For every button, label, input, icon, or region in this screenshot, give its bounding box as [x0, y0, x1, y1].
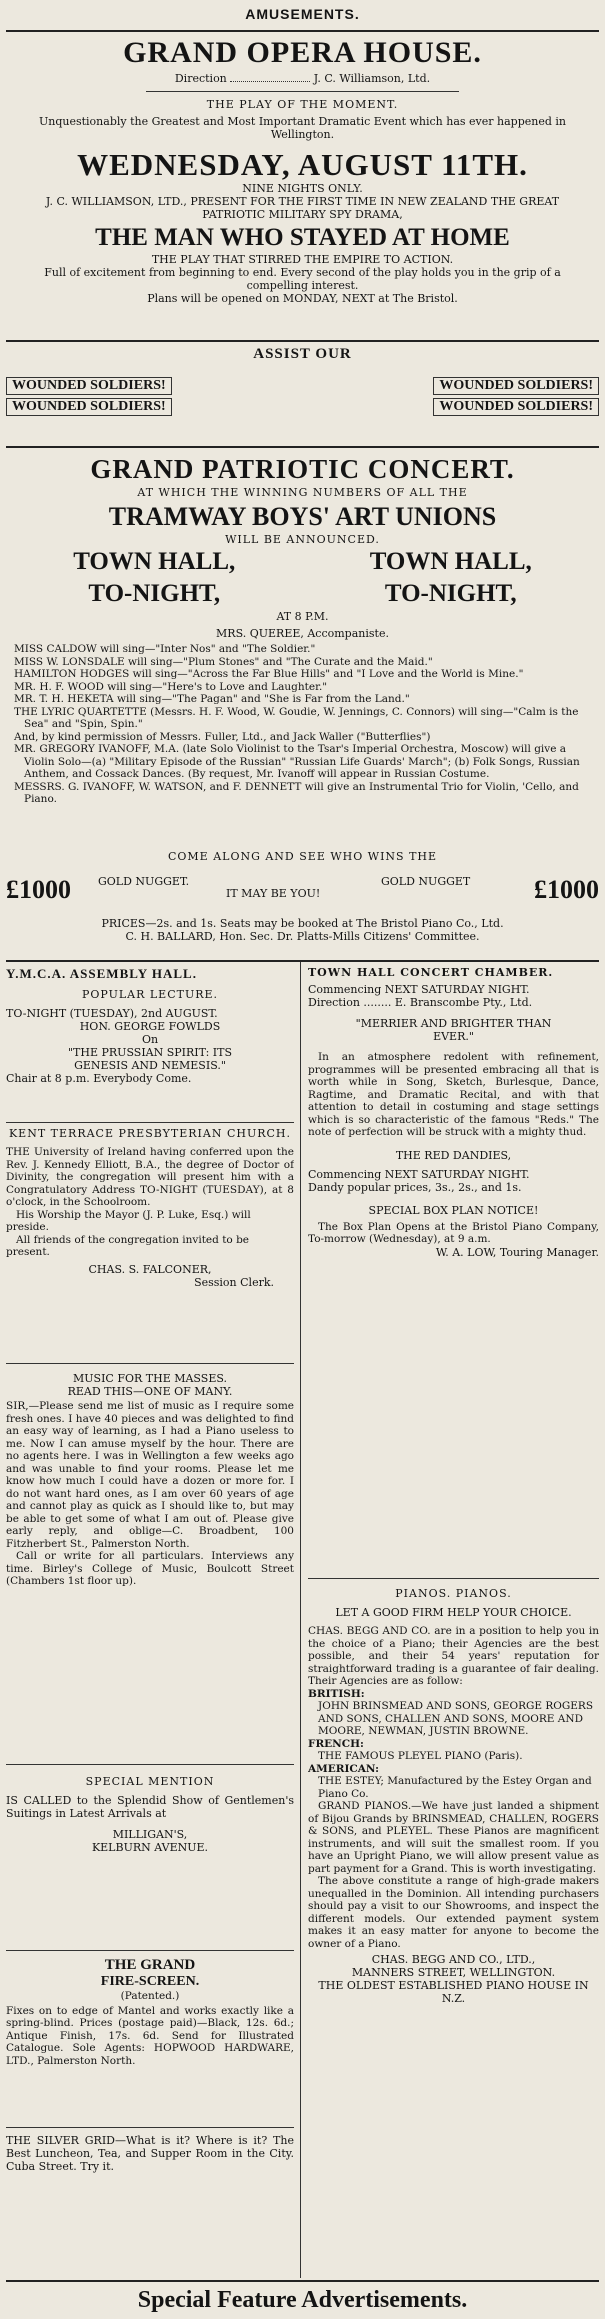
red-dandies: THE RED DANDIES,	[395, 1148, 512, 1162]
kent-body: THE University of Ireland having conferred upon the Rev. J. Kennedy Elliott, B.A., the degree of Doctor of Divinity, the congregation will present him with a Congratulatory Address TO-NIGHT (TUESDAY), at 8 o'clock, in the Schoolroom.	[6, 1146, 294, 1208]
silver-grid-body: THE SILVER GRID—What is it? Where is it? The Best Luncheon, Tea, and Supper Room in the City. Cuba Street. Try it.	[6, 2134, 294, 2173]
ymca-hon: HON. GEORGE FOWLDS	[79, 1020, 221, 1033]
pianos-french: FRENCH:	[308, 1737, 364, 1750]
assist-ad	[6, 346, 599, 446]
concert-announced: WILL BE ANNOUNCED.	[225, 533, 380, 546]
pianos-british-makers: JOHN BRINSMEAD AND SONS, GEORGE ROGERS AND SONS, CHALLEN AND SONS, MOORE AND MOORE, NEWMAN, JUSTIN BROWNE.	[318, 1700, 594, 1737]
ws-right-1: WOUNDED SOLDIERS!	[433, 377, 599, 395]
pianos-title: PIANOS. PIANOS.	[395, 1587, 512, 1600]
may-be-you: IT MAY BE YOU!	[226, 887, 321, 900]
rule-bottom	[6, 2280, 599, 2282]
pianos-french-makers: THE FAMOUS PLEYEL PIANO (Paris).	[318, 1750, 523, 1762]
opera-house-ad	[6, 36, 599, 336]
right-column	[308, 966, 599, 2278]
concert-prices: PRICES—2s. and 1s. Seats may be booked at The Bristol Piano Co., Ltd.	[101, 917, 504, 930]
special-mention-ad	[6, 1765, 294, 1950]
gold-nugget-1: GOLD NUGGET.	[98, 875, 190, 888]
section-header	[0, 0, 605, 30]
cast-item: THE LYRIC QUARTETTE (Messrs. H. F. Wood, W. Goudie, W. Jennings, C. Connors) will sing—"Calm is the Sea" and "Spin, Spin."	[14, 705, 579, 730]
fire-screen-body: Fixes on to edge of Mantel and works exactly like a spring-blind. Prices (postage paid)—Black, 12s. 6d.; Antique Finish, 17s. 6d. Send for Illustrated Catalogue. Sole Agents: HOPWOOD HARDWARE, LTD., Palmerston North.	[6, 2004, 294, 2067]
cast-item: MESSRS. G. IVANOFF, W. WATSON, and F. DENNETT will give an Instrumental Trio for Violin, 'Cello, and Piano.	[14, 780, 579, 805]
pianos-above: The above constitute a range of high-grade makers unequalled in the Dominion. All intending purchasers should pay a visit to our Showrooms, and inspect the different models. Our extended payment system makes it an easy matter for anyone to become the owner of a Piano.	[308, 1875, 599, 1950]
play-of-moment: THE PLAY OF THE MOMENT.	[206, 98, 399, 111]
ws-left-2: WOUNDED SOLDIERS!	[6, 398, 172, 416]
pianos-american: AMERICAN:	[308, 1762, 380, 1775]
footer-title: Special Feature Advertisements.	[137, 2287, 468, 2313]
header-rule	[6, 30, 599, 32]
chamber-commencing: Commencing NEXT SATURDAY NIGHT.	[308, 983, 530, 996]
unquestionably-text: Unquestionably the Greatest and Most Important Dramatic Event which has ever happened in Wellington.	[38, 115, 566, 141]
gold-amount-right: £1000	[534, 875, 599, 904]
ymca-ad	[6, 966, 294, 1122]
kent-clerk: Session Clerk.	[194, 1275, 274, 1289]
ymca-subject-2: GENESIS AND NEMESIS."	[74, 1059, 226, 1072]
assist-title: ASSIST OUR	[253, 346, 352, 362]
ymca-tonight: TO-NIGHT (TUESDAY), 2nd AUGUST.	[6, 1007, 218, 1020]
ymca-chair: Chair at 8 p.m. Everybody Come.	[6, 1072, 192, 1085]
silver-grid-ad	[6, 2128, 294, 2173]
ymca-popular: POPULAR LECTURE.	[81, 988, 219, 1001]
pianos-british: BRITISH:	[308, 1687, 365, 1700]
concert-title: GRAND PATRIOTIC CONCERT.	[90, 454, 515, 484]
pianos-firm: CHAS. BEGG AND CO., LTD.,	[371, 1953, 536, 1966]
box-plan-notice: SPECIAL BOX PLAN NOTICE!	[368, 1203, 539, 1217]
kent-title: KENT TERRACE PRESBYTERIAN CHURCH.	[8, 1127, 292, 1140]
music-call: Call or write for all particulars. Interviews any time. Birley's College of Music, Boulcott Street (Chambers 1st floor up).	[6, 1550, 294, 1587]
stirred-empire: THE PLAY THAT STIRRED THE EMPIRE TO ACTION.	[151, 253, 454, 266]
cast-list	[6, 643, 599, 806]
cast-item: MISS CALDOW will sing—"Inter Nos" and "The Soldier."	[14, 643, 316, 655]
cast-item: MR. H. F. WOOD will sing—"Here's to Love and Laughter."	[14, 680, 328, 693]
town-hall-2: TOWN HALL,	[369, 548, 532, 575]
ws-left-1: WOUNDED SOLDIERS!	[6, 377, 172, 395]
nine-nights: NINE NIGHTS ONLY.	[242, 182, 363, 195]
ymca-on: On	[141, 1033, 159, 1046]
direction-value: J. C. Williamson, Ltd.	[313, 72, 431, 85]
chamber-merrier: "MERRIER AND BRIGHTER THAN EVER."	[355, 1017, 552, 1043]
opening-date: WEDNESDAY, AUGUST 11TH.	[77, 147, 528, 182]
pianos-grand: GRAND PIANOS.—We have just landed a shipment of Bijou Grands by BRINSMEAD, CHALLEN, ROGERS & SONS, and PLEYEL. These Pianos are magnificent instruments, and will suit the smallest room. If you have an Upright Piano, we will allow present value as part payment for a Grand. This is worth investigating.	[308, 1800, 599, 1875]
accompaniste: MRS. QUEREE, Accompaniste.	[216, 627, 389, 640]
chamber-commencing-2: Commencing NEXT SATURDAY NIGHT.	[308, 1167, 530, 1181]
amusements-heading: AMUSEMENTS.	[245, 6, 360, 22]
gold-nugget-row	[6, 867, 599, 911]
concert-ad	[6, 452, 599, 847]
opera-title: GRAND OPERA HOUSE.	[123, 36, 482, 69]
ws-right-2: WOUNDED SOLDIERS!	[433, 398, 599, 416]
cast-item: MR. T. H. HEKETA will sing—"The Pagan" and "She is Far from the Land."	[14, 693, 410, 705]
cast-item: And, by kind permission of Messrs. Fuller, Ltd., and Jack Waller ("Butterflies")	[14, 730, 431, 743]
ymca-subject-1: "THE PRUSSIAN SPIRIT: ITS	[67, 1046, 233, 1059]
chamber-title: TOWN HALL CONCERT CHAMBER.	[308, 966, 554, 979]
music-title-2: READ THIS—ONE OF MANY.	[67, 1385, 233, 1398]
town-hall-1: TOWN HALL,	[73, 548, 236, 575]
fire-screen-patented: (Patented.)	[120, 1990, 180, 2002]
cast-item: MISS W. LONSDALE will sing—"Plum Stones" and "The Curate and the Maid."	[14, 655, 433, 668]
music-title-1: MUSIC FOR THE MASSES.	[73, 1372, 227, 1385]
kent-mayor: His Worship the Mayor (J. P. Luke, Esq.) will preside.	[6, 1208, 251, 1233]
williamson-present: J. C. WILLIAMSON, LTD., PRESENT FOR THE FIRST TIME IN NEW ZEALAND THE GREAT PATRIOTIC MILITARY SPY DRAMA,	[45, 195, 560, 221]
ymca-title: Y.M.C.A. ASSEMBLY HALL.	[6, 966, 197, 981]
pianos-let: LET A GOOD FIRM HELP YOUR CHOICE.	[335, 1606, 572, 1619]
milligan-name: MILLIGAN'S,	[112, 1828, 188, 1841]
music-body: SIR,—Please send me list of music as I require some fresh ones. I have 40 pieces and was delighted to find an easy way of learning, as I had a Piano useless to me. Now I can amuse myself by the hour. There are no agents here. I was in Wellington a few weeks ago and was unable to find your rooms. Please let me know how much I could have a dozen or more for. I do not want hard ones, as I am over 60 years of age and cannot play as quick as I should like to, but may be able to get some of what I am out of. Please give early reply, and oblige—C. Broadbent, 100 Fitzherbert St., Palmerston North.	[6, 1400, 294, 1550]
tramway-title: TRAMWAY BOYS' ART UNIONS	[108, 502, 497, 531]
concert-winning: AT WHICH THE WINNING NUMBERS OF ALL THE	[137, 486, 468, 499]
special-mention-title: SPECIAL MENTION	[85, 1775, 215, 1788]
left-column	[6, 966, 294, 2278]
cast-item: MR. GREGORY IVANOFF, M.A. (late Solo Violinist to the Tsar's Imperial Orchestra, Moscow) will give a Violin Solo—(a) "Military Episode of the Russian" "Russian Life Guards' March"; (b) Folk Songs, Russian Anthem, and Cossack Dances. (By request, Mr. Ivanoff will appear in Russian Costume.	[14, 743, 580, 780]
pianos-street: MANNERS STREET, WELLINGTON.	[351, 1966, 556, 1979]
chamber-direction: Direction ........ E. Branscombe Pty., Ltd.	[308, 996, 533, 1009]
town-hall-row	[6, 546, 599, 578]
rule-2	[6, 446, 599, 448]
gold-nugget-2: GOLD NUGGET	[381, 875, 471, 888]
ws-right	[306, 374, 599, 416]
rule-3	[6, 960, 599, 962]
box-plan-body: The Box Plan Opens at the Bristol Piano Company, To-morrow (Wednesday), at 9 a.m.	[308, 1220, 599, 1245]
tonight-2: TO-NIGHT,	[384, 580, 517, 607]
gold-nugget-block	[6, 850, 599, 960]
concert-time: AT 8 P.M.	[276, 610, 329, 623]
pianos-oldest: THE OLDEST ESTABLISHED PIANO HOUSE IN N.Z.	[318, 1979, 589, 2005]
tonight-1: TO-NIGHT,	[88, 580, 221, 607]
music-ad	[6, 1364, 294, 1764]
fire-screen-line-1: THE GRAND	[104, 1957, 196, 1973]
cast-item: HAMILTON HODGES will sing—"Across the Far Blue Hills" and "I Love and the World is Mine."	[14, 668, 524, 680]
fire-screen-ad	[6, 1951, 294, 2127]
rule-1	[6, 340, 599, 342]
come-along: COME ALONG AND SEE WHO WINS THE	[167, 850, 438, 863]
pianos-american-makers: THE ESTEY; Manufactured by the Estey Organ and Piano Co.	[318, 1775, 592, 1800]
pianos-body: CHAS. BEGG AND CO. are in a position to help you in the choice of a Piano; their Agencies are the best possible, and their 54 years' reputation for straightforward trading is a guarantee of fair dealing. Their Agencies are as follow:	[308, 1625, 599, 1687]
chamber-prices: Dandy popular prices, 3s., 2s., and 1s.	[308, 1180, 522, 1194]
gold-amount-left: £1000	[6, 875, 71, 904]
concert-chamber-ad	[308, 966, 599, 1578]
direction-label: Direction	[174, 72, 227, 85]
opera-direction	[6, 72, 599, 85]
kent-signature: CHAS. S. FALCONER,	[88, 1262, 212, 1276]
ws-left	[6, 374, 296, 416]
column-divider	[300, 962, 301, 2278]
pianos-ad	[308, 1579, 599, 2005]
kent-friends: All friends of the congregation invited to be present.	[6, 1233, 250, 1258]
fire-screen-line-2: FIRE-SCREEN.	[100, 1974, 200, 1989]
kent-terrace-ad	[6, 1123, 294, 1363]
play-title: THE MAN WHO STAYED AT HOME	[95, 224, 510, 251]
chamber-body: In an atmosphere redolent with refinement, programmes will be presented embracing all that is worth while in Song, Sketch, Burlesque, Dance, Ragtime, and Dramatic Recital, and with that attention to detail in costuming and stage settings which is so characteristic of the famous "Reds." The note of perfection will be struck with a mighty thud.	[308, 1051, 599, 1138]
special-mention-body: IS CALLED to the Splendid Show of Gentlemen's Suitings in Latest Arrivals at	[6, 1794, 294, 1820]
plans-text: Plans will be opened on MONDAY, NEXT at The Bristol.	[147, 292, 458, 305]
concert-ballard: C. H. BALLARD, Hon. Sec. Dr. Platts-Mills Citizens' Committee.	[125, 930, 480, 943]
milligan-address: KELBURN AVENUE.	[91, 1841, 209, 1854]
touring-manager: W. A. LOW, Touring Manager.	[435, 1245, 599, 1259]
tonight-row	[6, 578, 599, 610]
footer	[0, 2284, 605, 2319]
excitement-text: Full of excitement from beginning to end. Every second of the play holds you in the grip of a compelling interest.	[44, 266, 561, 292]
